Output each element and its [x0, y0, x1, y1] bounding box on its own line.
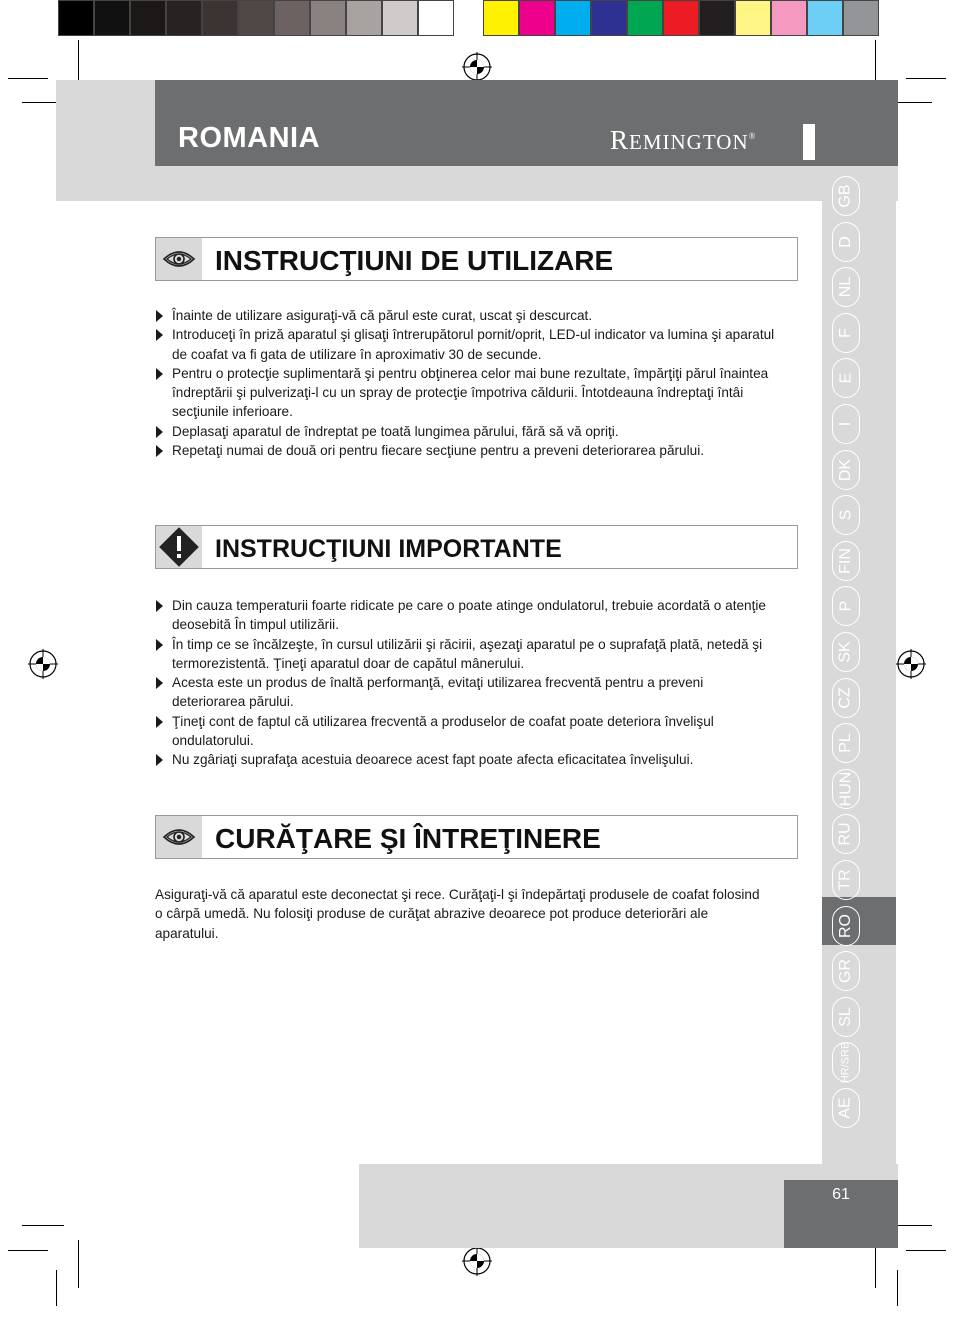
language-tab-label: RO — [837, 914, 854, 938]
language-tab-d[interactable] — [832, 222, 860, 262]
country-title: ROMANIA — [178, 122, 321, 154]
registration-mark-icon — [462, 1246, 492, 1276]
language-tab-label: AE — [837, 1097, 854, 1119]
color-swatch — [382, 0, 418, 36]
language-tab-f[interactable] — [832, 313, 860, 353]
eye-icon — [156, 238, 202, 280]
registration-mark-icon — [462, 52, 492, 82]
language-tab-label: I — [836, 421, 854, 427]
language-tab-label: TR — [836, 869, 854, 891]
color-swatch — [58, 0, 94, 36]
language-tab-label: S — [836, 509, 854, 521]
crop-mark — [906, 1250, 946, 1251]
language-tab-label: F — [837, 328, 854, 338]
list-item: Înainte de utilizare asiguraţi-vă că părul este curat, uscat şi descurcat. — [155, 306, 775, 325]
language-tab-label: E — [836, 372, 854, 384]
language-tab-sl[interactable] — [832, 997, 860, 1037]
brand-bar — [803, 124, 815, 160]
color-swatch — [130, 0, 166, 36]
color-swatch — [735, 0, 771, 36]
section-important-title: INSTRUCŢIUNI IMPORTANTE — [215, 535, 562, 563]
color-swatch — [418, 0, 454, 36]
section-important-header — [155, 525, 798, 569]
brand-registered-mark: ® — [748, 131, 757, 141]
crop-mark — [8, 78, 48, 79]
section-cleaning-header — [155, 815, 798, 859]
language-tab-label: HR/SRB — [839, 1041, 852, 1083]
language-tab-label: CZ — [836, 687, 854, 709]
language-tab-nl[interactable] — [832, 267, 860, 307]
language-tab-label: HUN — [837, 771, 855, 807]
language-tab-label: RU — [836, 822, 854, 846]
language-tab-ru[interactable] — [832, 814, 860, 854]
language-tab-dk[interactable] — [832, 450, 860, 490]
section-usage-title: INSTRUCŢIUNI DE UTILIZARE — [215, 245, 614, 276]
list-item: Pentru o protecţie suplimentară şi pentru obţinerea celor mai bune rezultate, împărţiţi părul înaintea îndreptării şi pulverizaţi-l cu un spray de protecţie împotriva căldurii. Întotdeauna îndreptaţi întâi secţiunile inferioare. — [155, 364, 775, 422]
registration-mark-icon — [28, 649, 58, 679]
cleaning-paragraph: Asiguraţi-vă că aparatul este deconectat şi rece. Curăţaţi-l şi îndepărtaţi produsele de coafat folosind o cârpă umedă. Nu folosiţi produse de curăţat abrazive deoarece pot produce deteriorări ale aparatului. — [155, 887, 760, 941]
color-swatch — [771, 0, 807, 36]
usage-list — [155, 306, 775, 460]
language-tab-label: P — [836, 600, 854, 612]
color-swatch — [346, 0, 382, 36]
language-tab-e[interactable] — [832, 358, 860, 398]
language-tab-fin[interactable] — [832, 541, 860, 581]
eye-icon — [156, 816, 202, 858]
list-item: Repetaţi numai de două ori pentru fiecare secţiune pentru a preveni deteriorarea părului. — [155, 441, 775, 460]
color-swatch — [843, 0, 879, 36]
crop-mark — [8, 1250, 48, 1251]
list-item: Din cauza temperaturii foarte ridicate pe care o poate atinge ondulatorul, trebuie acordată o atenţie deosebită În timpul utilizării. — [155, 596, 775, 635]
brand-logo — [610, 125, 756, 156]
brand-initial: R — [610, 125, 630, 155]
brand-rest: EMINGTON — [629, 130, 749, 154]
language-tab-hun[interactable] — [832, 769, 860, 809]
language-tab-gr[interactable] — [832, 951, 860, 991]
list-item: Deplasaţi aparatul de îndreptat pe toată lungimea părului, fără să vă opriţi. — [155, 422, 775, 441]
color-swatch — [166, 0, 202, 36]
list-item: În timp ce se încălzeşte, în cursul utilizării şi răcirii, aşezaţi aparatul pe o suprafaţă plată, netedă şi termorezistentă. Ţineţi aparatul doar de capătul mânerului. — [155, 635, 775, 674]
warning-icon — [156, 526, 202, 568]
language-tab-gb[interactable] — [832, 176, 860, 216]
language-tab-p[interactable] — [832, 586, 860, 626]
color-swatch — [94, 0, 130, 36]
list-item: Introduceţi în priză aparatul şi glisaţi întrerupătorul pornit/oprit, LED-ul indicator va lumina şi aparatul de coafat va fi gata de utilizare în aproximativ 30 de secunde. — [155, 325, 775, 364]
color-swatch — [310, 0, 346, 36]
color-swatch — [238, 0, 274, 36]
language-tab-label: FIN — [837, 548, 854, 574]
language-tab-label: NL — [836, 276, 854, 298]
language-tab-label: GR — [837, 959, 854, 983]
color-swatch — [274, 0, 310, 36]
color-swatch — [699, 0, 735, 36]
page-number: 61 — [832, 1186, 850, 1203]
color-swatch — [483, 0, 519, 36]
crop-mark — [78, 1240, 79, 1288]
color-bar-process — [483, 0, 879, 38]
crop-mark — [56, 1270, 57, 1306]
language-tab-pl[interactable] — [832, 723, 860, 763]
language-tab-cz[interactable] — [832, 678, 860, 718]
color-swatch — [663, 0, 699, 36]
language-tab-label: D — [837, 236, 854, 248]
list-item: Acesta este un produs de înaltă performanţă, evitaţi utilizarea frecventă pentru a preveni deteriorarea părului. — [155, 673, 775, 712]
color-swatch — [555, 0, 591, 36]
registration-mark-icon — [896, 649, 926, 679]
language-tab-label: PL — [836, 733, 854, 753]
language-tab-ae[interactable] — [832, 1088, 860, 1128]
crop-mark — [906, 78, 946, 79]
language-tab-tr[interactable] — [832, 860, 860, 900]
language-tab-ro[interactable] — [832, 906, 860, 946]
color-swatch — [202, 0, 238, 36]
language-tab-label: DK — [836, 458, 854, 482]
language-tab-label: GB — [837, 184, 854, 208]
section-cleaning-title: CURĂŢARE ŞI ÎNTREŢINERE — [215, 823, 601, 854]
language-tab-s[interactable] — [832, 495, 860, 535]
color-swatch — [591, 0, 627, 36]
language-tab-i[interactable] — [832, 404, 860, 444]
language-tab-hr-srb[interactable] — [832, 1042, 860, 1082]
language-tab-label: SK — [837, 641, 854, 663]
language-tab-label: SL — [836, 1007, 854, 1027]
important-list — [155, 596, 775, 770]
list-item: Ţineţi cont de faptul că utilizarea frecventă a produselor de coafat poate deteriora învelişul ondulatorului. — [155, 712, 775, 751]
list-item: Nu zgâriaţi suprafaţa acestuia deoarece acest fapt poate afecta eficacitatea învelişului. — [155, 750, 775, 769]
color-bar-grays — [58, 0, 454, 38]
color-swatch — [519, 0, 555, 36]
color-swatch — [627, 0, 663, 36]
section-usage-header — [155, 237, 798, 281]
crop-mark — [897, 1270, 898, 1306]
color-swatch — [807, 0, 843, 36]
language-tab-sk[interactable] — [832, 632, 860, 672]
crop-mark — [22, 1225, 64, 1226]
